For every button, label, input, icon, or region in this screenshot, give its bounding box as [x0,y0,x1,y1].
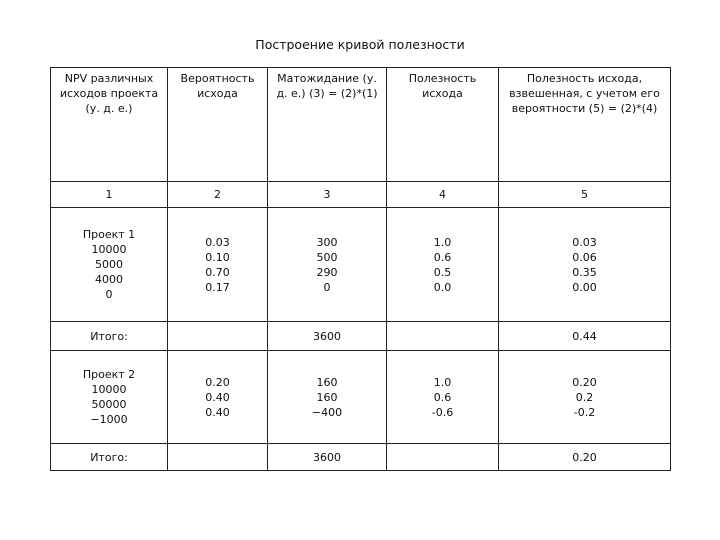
page-title: Построение кривой полезности [255,37,465,52]
header-utility: Полезность исхода [387,68,499,182]
expectation-value: 290 [316,265,338,279]
npv-value: 50000 [91,398,127,411]
utility-value: -0.6 [431,405,454,419]
column-number: 2 [168,182,268,208]
probability-value: 0.40 [205,405,230,419]
expectation-value: 160 [316,375,338,389]
npv-value: 10000 [91,243,127,256]
total-expectation: 3600 [268,322,387,351]
probability-value: 0.20 [205,375,230,389]
project-2-row [51,351,671,444]
utility-value: 1.0 [433,235,452,249]
project-1-expectation-cell [268,208,387,322]
probability-value: 0.03 [205,235,230,249]
weighted-value: -0.2 [573,405,596,419]
project-1-probability-cell [168,208,268,322]
npv-value: 0 [105,288,113,301]
project-2-probability-cell [168,351,268,444]
total-label: Итого: [51,322,168,351]
expectation-value: 160 [316,390,338,404]
column-number-row [51,182,671,208]
empty-cell [168,322,268,351]
total-expectation: 3600 [268,444,387,471]
utility-value: 0.0 [433,280,452,294]
total-weighted: 0.44 [499,322,671,351]
column-number: 4 [387,182,499,208]
header-row [51,68,671,182]
weighted-value: 0.00 [572,280,597,294]
total-weighted: 0.20 [499,444,671,471]
empty-cell [387,322,499,351]
empty-cell [387,444,499,471]
probability-value: 0.70 [205,265,230,279]
column-number: 3 [268,182,387,208]
project-1-npv-cell [51,208,168,322]
npv-value: 5000 [95,258,123,271]
weighted-value: 0.35 [572,265,597,279]
project-2-weighted-cell [499,351,671,444]
project-2-total-row [51,444,671,471]
utility-value: 0.5 [433,265,452,279]
column-number: 1 [51,182,168,208]
header-probability: Вероятность исхода [168,68,268,182]
utility-value: 1.0 [433,375,452,389]
utility-table [50,67,671,471]
npv-value: 10000 [91,383,127,396]
probability-value: 0.17 [205,280,230,294]
expectation-value: 500 [316,250,338,264]
project-2-expectation-cell [268,351,387,444]
probability-value: 0.10 [205,250,230,264]
expectation-value: 300 [316,235,338,249]
expectation-value: −400 [311,405,343,419]
project-name: Проект 1 [82,228,136,241]
project-1-row [51,208,671,322]
weighted-value: 0.2 [575,390,594,404]
project-name: Проект 2 [82,368,136,381]
header-npv: NPV различных исходов проекта (у. д. е.) [51,68,168,182]
utility-value: 0.6 [433,390,452,404]
npv-value: 4000 [95,273,123,286]
project-1-total-row [51,322,671,351]
project-2-npv-cell [51,351,168,444]
project-2-utility-cell [387,351,499,444]
header-expectation: Матожидание (у. д. е.) (3) = (2)*(1) [268,68,387,182]
weighted-value: 0.20 [572,375,597,389]
empty-cell [168,444,268,471]
project-1-utility-cell [387,208,499,322]
header-weighted-utility: Полезность исхода, взвешенная, с учетом его вероятности (5) = (2)*(4) [499,68,671,182]
project-1-weighted-cell [499,208,671,322]
expectation-value: 0 [323,280,331,294]
npv-value: −1000 [90,413,128,426]
weighted-value: 0.03 [572,235,597,249]
utility-value: 0.6 [433,250,452,264]
total-label: Итого: [51,444,168,471]
column-number: 5 [499,182,671,208]
probability-value: 0.40 [205,390,230,404]
weighted-value: 0.06 [572,250,597,264]
